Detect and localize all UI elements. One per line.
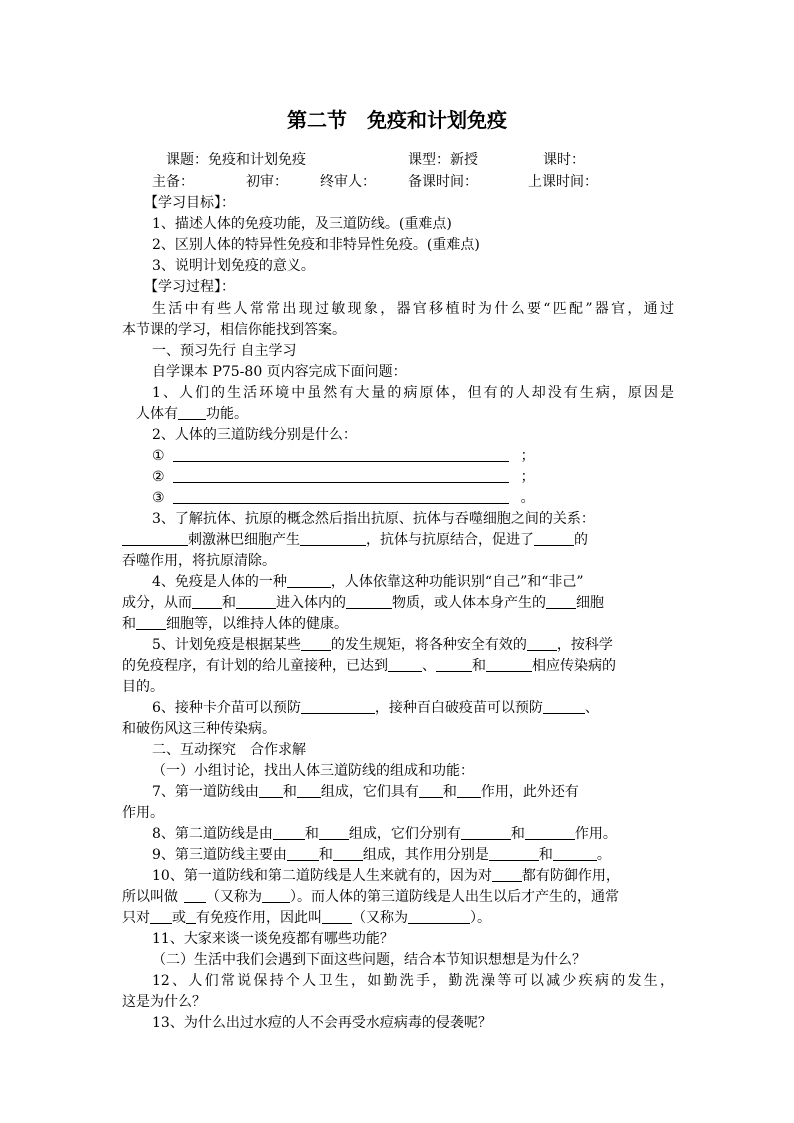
- q7-blank-3[interactable]: [419, 783, 443, 798]
- process-intro-1: 生活中有些人常常出现过敏现象，器官移植时为什么要“匹配”器官，通过: [152, 301, 674, 317]
- defense-blank-3[interactable]: [173, 489, 509, 504]
- page-title: 第二节 免疫和计划免疫: [287, 108, 507, 132]
- part1-instruction: 自学课本 P75-80 页内容完成下面问题：: [152, 364, 407, 380]
- q8-blank-3[interactable]: [461, 825, 511, 840]
- q7-line1: 7、第一道防线由 和 组成，它们具有 和 作用，此外还有: [152, 784, 579, 800]
- header-prep-time: 备课时间：: [408, 174, 478, 190]
- q3-text: 3、了解抗体、抗原的概念然后指出抗原、抗体与吞噬细胞之间的关系：: [152, 511, 595, 527]
- q9-line: 9、第三道防线主要由 和 组成，其作用分别是 和 。: [152, 847, 611, 863]
- q9-blank-1[interactable]: [287, 846, 319, 861]
- q5-line3: 目的。: [122, 679, 164, 695]
- q7-blank-4[interactable]: [457, 783, 481, 798]
- q3-line3: 吞噬作用，将抗原清除。: [122, 553, 276, 569]
- objective-1: 1、描述人体的免疫功能，及三道防线。(重难点): [152, 216, 452, 232]
- q12-line2: 这是为什么？: [122, 994, 206, 1010]
- q5-line1: 5、计划免疫是根据某些 的发生规矩，将各种安全有效的 ，按科学: [152, 637, 613, 653]
- q12-line1: 12、人们常说保持个人卫生，如勤洗手，勤洗澡等可以减少疾病的发生，: [152, 973, 674, 989]
- q10-blank-1[interactable]: [492, 867, 522, 882]
- q10-line1: 10、第一道防线和第二道防线是人生来就有的，因为对 都有防御作用，: [152, 868, 620, 884]
- objectives-heading: 【学习目标】：: [144, 195, 235, 211]
- q1-text: 人体有: [136, 406, 178, 422]
- q10-line3: 只对 或 有免疫作用，因此叫 （又称为 ）。: [122, 910, 491, 926]
- header-final-review: 终审人：: [320, 174, 376, 190]
- header-period: 课时：: [543, 152, 585, 168]
- q5-blank-2[interactable]: [527, 636, 557, 651]
- process-heading: 【学习过程】：: [144, 279, 235, 295]
- process-intro-2: 本节课的学习，相信你能找到答案。: [122, 322, 346, 338]
- q5-line2: 的免疫程序，有计划的给儿童接种，已达到 、 和 相应传染病的: [122, 658, 616, 674]
- defense-line-1: ① ；: [152, 448, 535, 464]
- header-first-review: 初审：: [246, 174, 288, 190]
- q8-line: 8、第二道防线是由 和 组成，它们分别有 和 作用。: [152, 826, 617, 842]
- objective-3: 3、说明计划免疫的意义。: [152, 258, 315, 274]
- header-type: 课型：新授: [408, 152, 478, 168]
- q13-text: 13、为什么出过水痘的人不会再受水痘病毒的侵袭呢？: [152, 1015, 492, 1031]
- objective-2: 2、区别人体的特异性免疫和非特异性免疫。(重难点): [152, 237, 480, 253]
- q4-line3: 和 细胞等，以维持人体的健康。: [122, 616, 348, 632]
- q4-blank-6[interactable]: [136, 615, 166, 630]
- q5-blank-3[interactable]: [388, 657, 422, 672]
- q1-line2: 人体有 功能。: [136, 406, 248, 422]
- part2-sub1: （一）小组讨论，找出人体三道防线的组成和功能：: [152, 763, 474, 779]
- q9-blank-3[interactable]: [489, 846, 539, 861]
- q6-blank-1[interactable]: [301, 699, 375, 714]
- q2-text: 2、人体的三道防线分别是什么：: [152, 427, 357, 443]
- q7-line2: 作用。: [122, 805, 164, 821]
- q8-blank-1[interactable]: [273, 825, 305, 840]
- q5-blank-4[interactable]: [436, 657, 472, 672]
- q4-line2: 成分，从而 和 进入体内的 物质，或人体本身产生的 细胞: [122, 595, 604, 611]
- q6-line2: 和破伤风这三种传染病。: [122, 721, 276, 737]
- q4-line1: 4、免疫是人体的一种 ，人体依靠这种功能识别“自己”和“非己”: [152, 574, 584, 590]
- part1-heading: 一、预习先行 自主学习: [152, 343, 297, 359]
- q4-blank-2[interactable]: [192, 594, 222, 609]
- q3-blank-2[interactable]: [300, 531, 366, 546]
- defense-blank-2[interactable]: [173, 468, 509, 483]
- q8-blank-4[interactable]: [525, 825, 575, 840]
- q9-blank-4[interactable]: [553, 846, 597, 861]
- q1-line1: 1、人们的生活环境中虽然有大量的病原体，但有的人却没有生病，原因是: [152, 385, 674, 401]
- q10-blank-3[interactable]: [262, 888, 290, 903]
- q10-line2: 所以叫做 （又称为 ）。而人体的第三道防线是人出生以后才产生的，通常: [122, 889, 619, 905]
- q10-blank-5[interactable]: [186, 909, 196, 924]
- q5-blank-5[interactable]: [486, 657, 532, 672]
- q1-blank[interactable]: [178, 405, 206, 420]
- q11-text: 11、大家来谈一谈免疫都有哪些功能？: [152, 931, 394, 947]
- header-author: 主备：: [152, 174, 194, 190]
- q7-blank-1[interactable]: [259, 783, 283, 798]
- header-topic: 课题：免疫和计划免疫: [166, 152, 306, 168]
- q6-line1: 6、接种卡介苗可以预防 ，接种百白破疫苗可以预防 、: [152, 700, 599, 716]
- q7-blank-2[interactable]: [297, 783, 321, 798]
- q8-blank-2[interactable]: [319, 825, 349, 840]
- q4-blank-4[interactable]: [346, 594, 392, 609]
- defense-line-3: ③ 。: [152, 490, 535, 506]
- q9-blank-2[interactable]: [333, 846, 363, 861]
- q3-blank-3[interactable]: [534, 531, 574, 546]
- q10-blank-4[interactable]: [150, 909, 172, 924]
- q5-blank-1[interactable]: [301, 636, 331, 651]
- q4-blank-3[interactable]: [236, 594, 276, 609]
- q6-blank-2[interactable]: [543, 699, 585, 714]
- header-class-time: 上课时间：: [528, 174, 598, 190]
- q10-blank-7[interactable]: [408, 909, 470, 924]
- q3-blank-1[interactable]: [122, 531, 188, 546]
- q4-blank-5[interactable]: [546, 594, 576, 609]
- defense-line-2: ② ；: [152, 469, 535, 485]
- defense-blank-1[interactable]: [173, 447, 509, 462]
- part2-sub2: （二）生活中我们会遇到下面这些问题，结合本节知识想想是为什么？: [152, 952, 586, 968]
- q4-blank-1[interactable]: [287, 573, 331, 588]
- q10-blank-2[interactable]: [184, 888, 206, 903]
- q3-line2: 刺激淋巴细胞产生 ，抗体与抗原结合，促进了 的: [122, 530, 588, 550]
- q10-blank-6[interactable]: [322, 909, 352, 924]
- part2-heading: 二、互动探究 合作求解: [152, 742, 306, 758]
